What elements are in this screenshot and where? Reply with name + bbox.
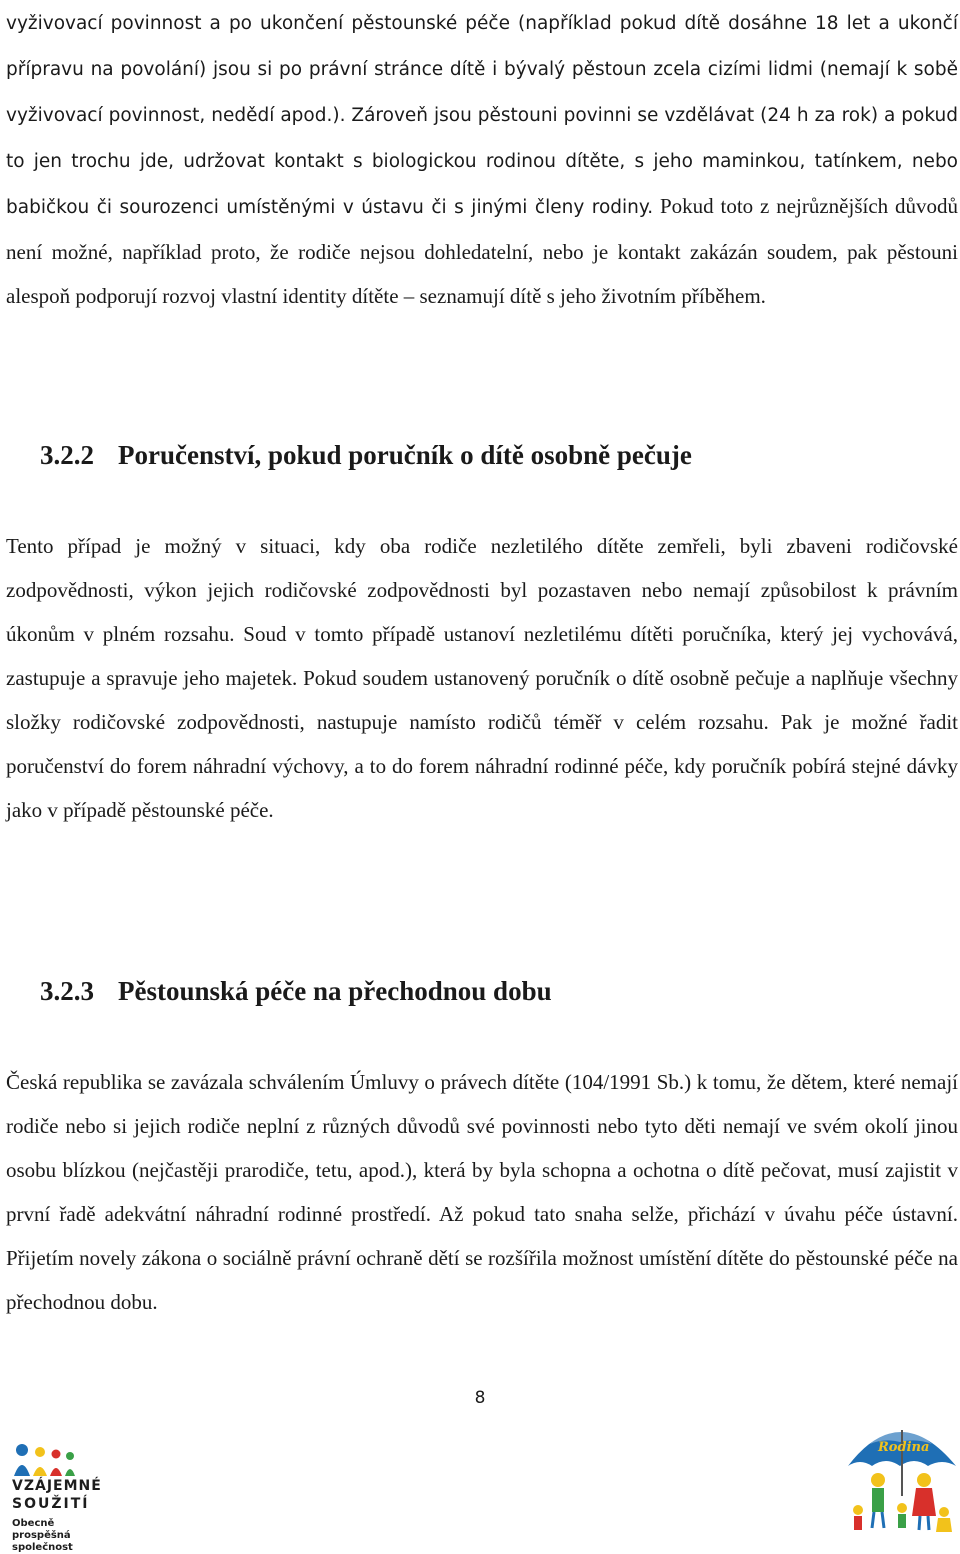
section-number: 3.2.3 [40,976,94,1006]
rodina-logo [840,1408,960,1548]
logo-tagline: Obecně prospěšná společnost [12,1518,73,1553]
people-figures-icon [6,1440,116,1480]
logo-text-line1: VZÁJEMNÉ [12,1478,102,1494]
section-title: Poručenství, pokud poručník o dítě osobně pečuje [118,440,692,470]
page-number: 8 [474,1388,486,1408]
paragraph-intro [6,0,958,318]
family-umbrella-icon [840,1408,960,1548]
logo-text-line2: SOUŽITÍ [12,1496,90,1512]
section-322-body: Tento případ je možný v situaci, kdy oba rodiče nezletilého dítěte zemřeli, byli zbaveni rodičovské zodpovědnosti, výkon jejich rodičovské zodpovědnosti byl pozastaven nebo nemají způsobilost k právním úkonům v plném rozsahu. Soud v tomto případě ustanoví nezletilému dítěti poručníka, který jej vychovává, zastupuje a spravuje jeho majetek. Pokud soudem ustanovený poručník o dítě osobně pečuje a naplňuje všechny složky rodičovské zodpovědnosti, nastupuje namísto rodičů téměř v celém rozsahu. Pak je možné řadit poručenství do forem náhradní výchovy, a to do forem náhradní rodinné péče, kdy poručník pobírá stejné dávky jako v případě pěstounské péče. [6,534,958,822]
section-title: Pěstounská péče na přechodnou dobu [118,976,552,1006]
section-heading-323 [40,974,552,1008]
section-heading-322 [40,438,692,472]
paragraph-intro-serif: Pokud toto z nejrůznějších důvodů není možné, například proto, že rodiče nejsou dohledatelní, nebo je kontakt zakázán soudem, pak pěstouni alespoň podporují rozvoj vlastní identity dítěte – seznamují dítě s jeho životním příběhem. [6,194,959,308]
paragraph-intro-sans: vyživovací povinnost a po ukončení pěstounské péče (například pokud dítě dosáhne 18 let a ukončí přípravu na povolání) jsou si po právní stránce dítě i bývalý pěstoun zcela cizími lidmi (nemají k sobě vyživovací povinnost, nedědí apod.). Zároveň jsou pěstouni povinni se vzdělávat (24 h za rok) a pokud to jen trochu jde, udržovat kontakt s biologickou rodinou dítěte, s jeho maminkou, tatínkem, nebo babičkou či sourozenci umístěnými v ústavu či s jinými členy rodiny. [6,13,958,218]
vzajemne-souziti-logo [6,1440,116,1553]
section-number: 3.2.2 [40,440,94,470]
section-323-body: Česká republika se zavázala schválením Úmluvy o právech dítěte (104/1991 Sb.) k tomu, že dětem, které nemají rodiče nebo si jejich rodiče neplní z různých důvodů své povinnosti nebo tyto děti nemají ve svém okolí jinou osobu blízkou (nejčastěji prarodiče, tetu, apod.), která by byla schopna a ochotna o dítě pečovat, musí zajistit v první řadě adekvátní náhradní rodinné prostředí. Až pokud tato snaha selže, přichází v úvahu péče ústavní. Přijetím novely zákona o sociálně právní ochraně dětí se rozšířila možnost umístění dítěte do pěstounské péče na přechodnou dobu. [6,1070,958,1314]
rodina-logo-text: Rodina [878,1440,930,1455]
